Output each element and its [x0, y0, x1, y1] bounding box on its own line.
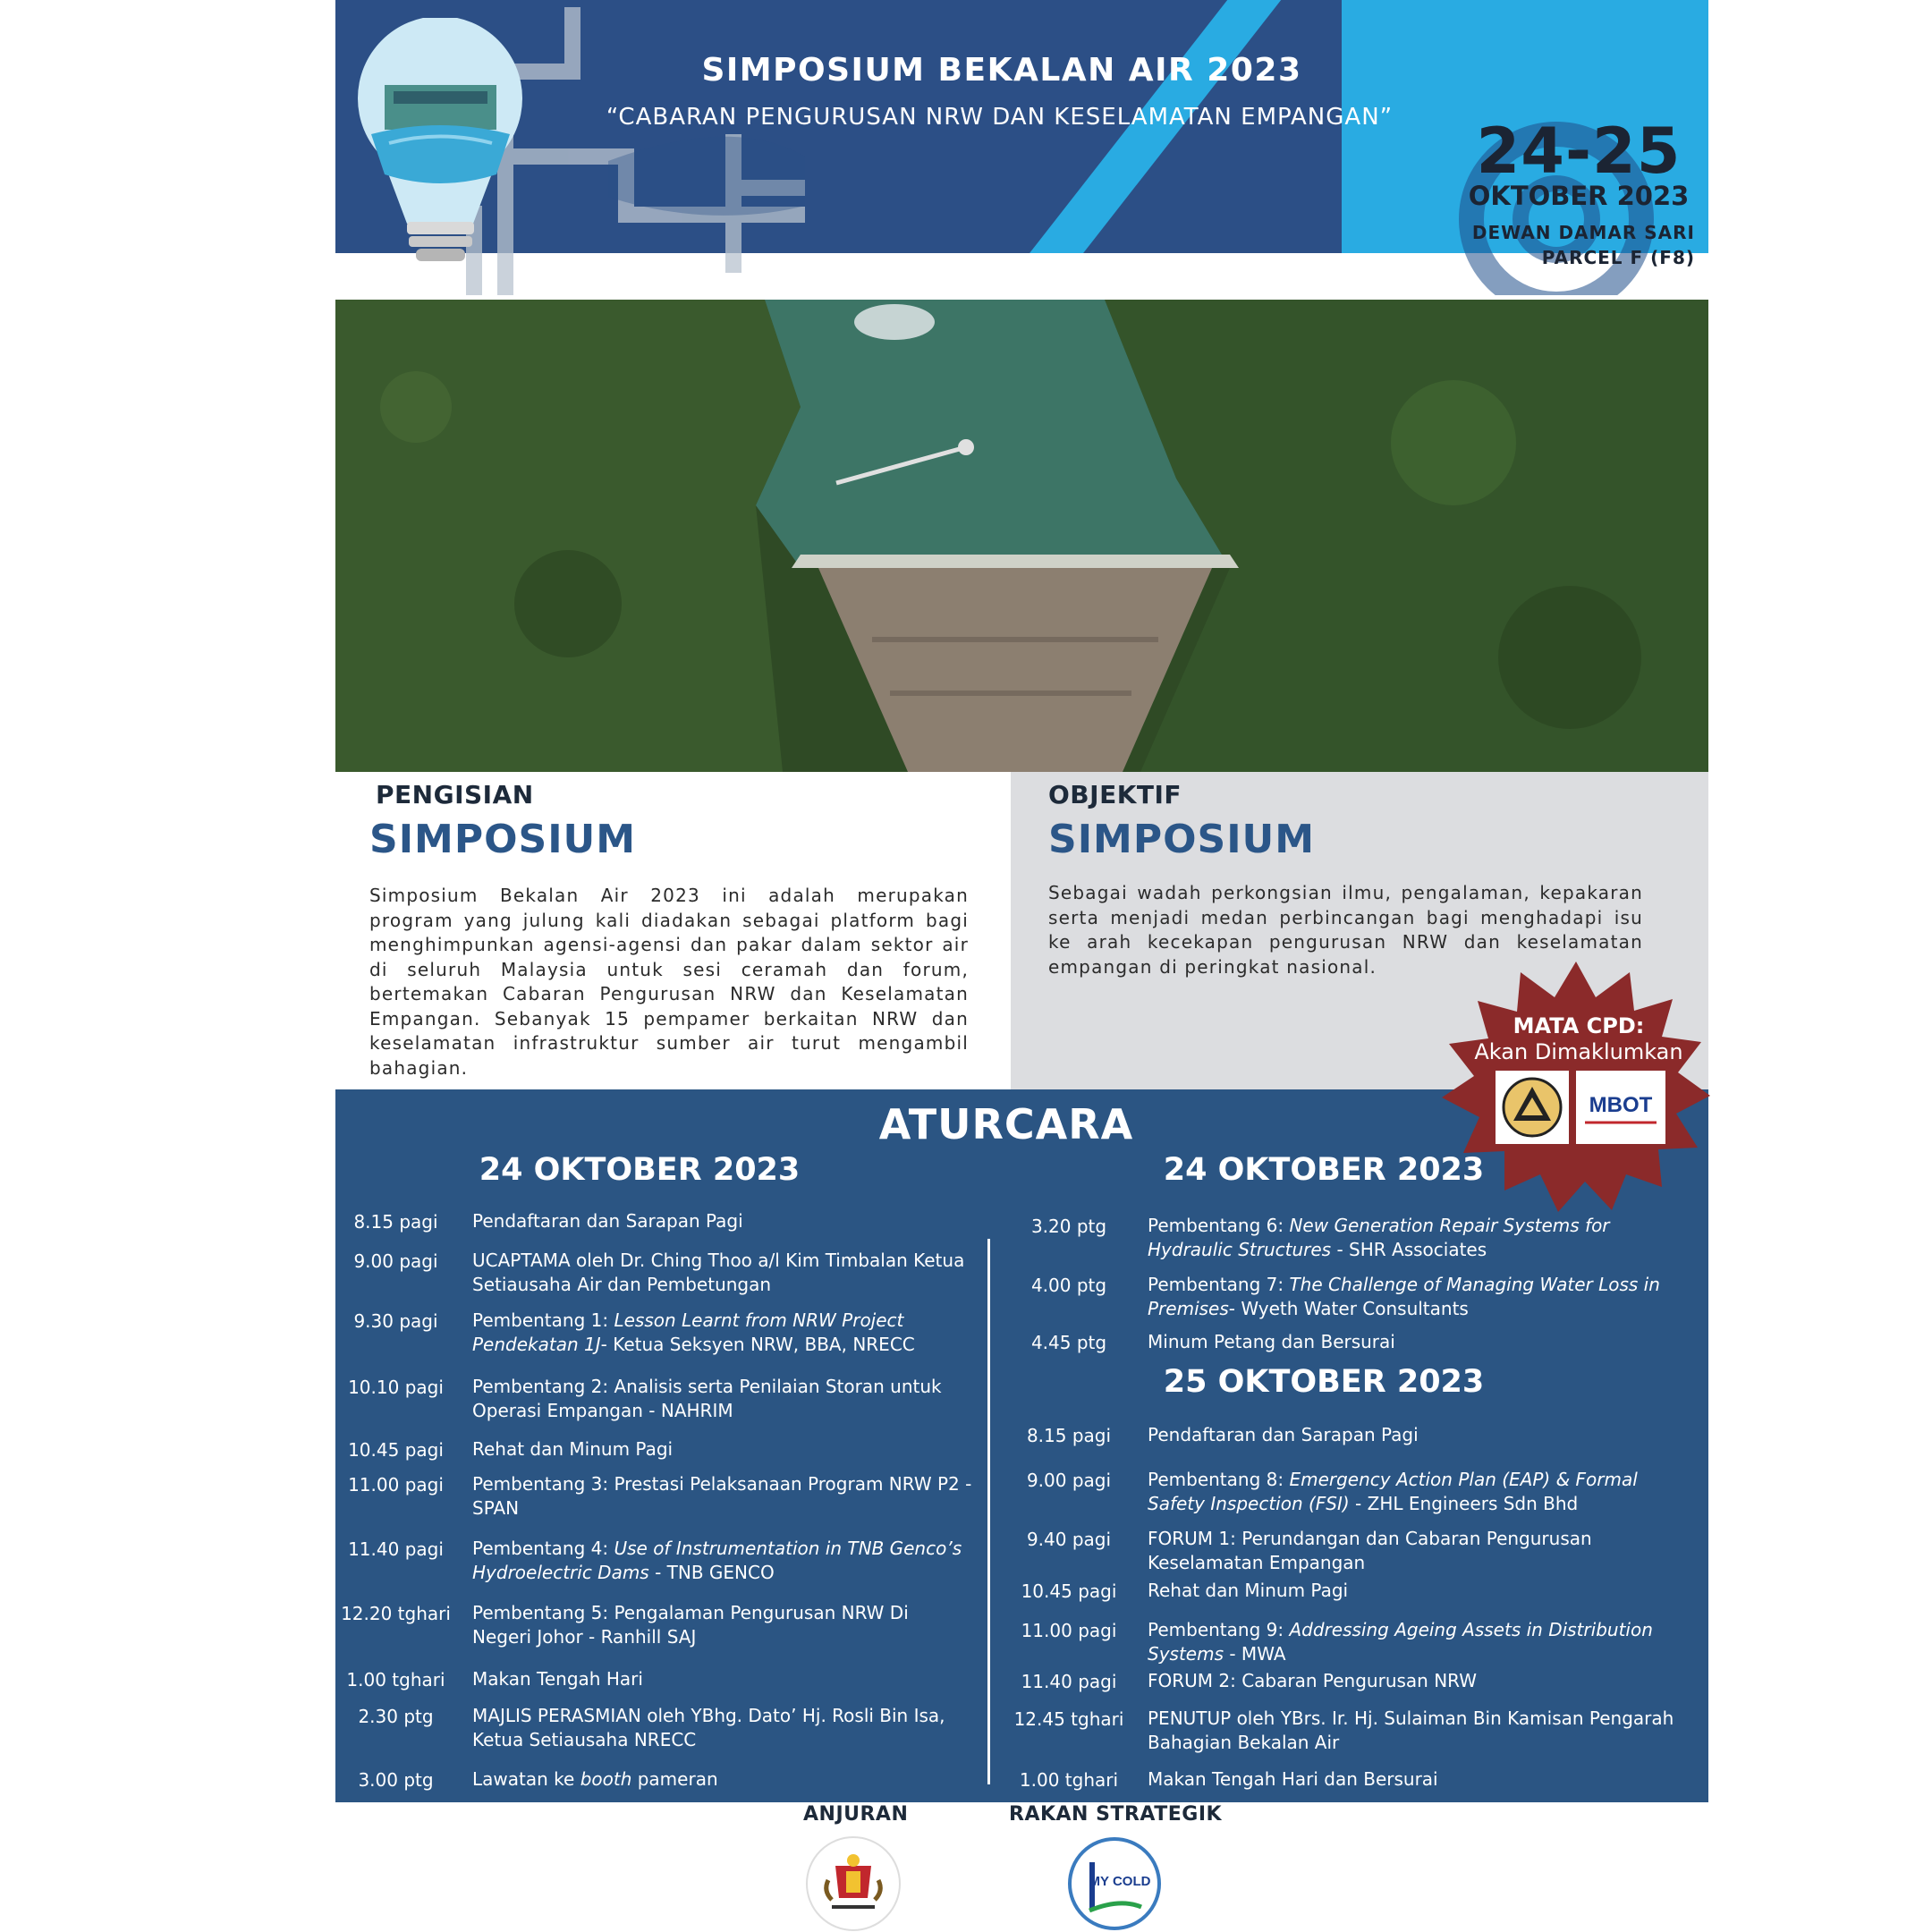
agenda-description	[472, 1472, 973, 1521]
agenda-time: 11.40 pagi	[348, 1538, 444, 1560]
agenda-text: PENUTUP oleh YBrs. Ir. Hj. Sulaiman Bin Kamisan Pengarah Bahagian Bekalan Air	[1148, 1707, 1674, 1753]
agenda-presenter: - Ketua Seksyen NRW, BBA, NRECC	[600, 1334, 915, 1355]
agenda-time: 8.15 pagi	[353, 1211, 438, 1233]
agenda-text: Pendaftaran dan Sarapan Pagi	[472, 1210, 743, 1232]
agenda-presenter: - SHR Associates	[1331, 1239, 1487, 1260]
agenda-text: Pembentang 6:	[1148, 1215, 1290, 1236]
agenda-text: Pembentang 7:	[1148, 1274, 1290, 1295]
agenda-text: Pembentang 2: Analisis serta Penilaian Storan untuk Operasi Empangan - NAHRIM	[472, 1376, 942, 1421]
agenda-presenter: - MWA	[1224, 1643, 1286, 1665]
agenda-description	[472, 1209, 973, 1233]
agenda-description	[472, 1767, 973, 1792]
date-month: OKTOBER 2023	[1468, 181, 1690, 211]
objektif-text: Sebagai wadah perkongsian ilmu, pengalaman, kepakaran serta menjadi medan perbincangan bagi menghadapi isu ke arah kecekapan pengurusan NRW dan keselamatan empangan di peringkat nasional.	[1048, 882, 1643, 978]
agenda-time: 9.00 pagi	[1026, 1470, 1112, 1491]
objektif-kicker: OBJEKTIF	[1048, 780, 1182, 809]
agenda-text: FORUM 2: Cabaran Pengurusan NRW	[1148, 1670, 1478, 1691]
pengisian-heading: SIMPOSIUM	[369, 817, 637, 862]
agenda-talk-title: New Generation Repair Systems for Hydraulic Structures	[1148, 1215, 1610, 1260]
agenda-text: Minum Petang dan Bersurai	[1148, 1331, 1395, 1352]
cpd-title: MATA CPD:	[1513, 1013, 1645, 1038]
agenda-time: 9.40 pagi	[1026, 1529, 1112, 1550]
mycold-logo-text: MY COLD	[1089, 1874, 1151, 1889]
agenda-talk-title: The Challenge of Managing Water Loss in Premises	[1148, 1274, 1660, 1319]
anjuran-label: ANJURAN	[803, 1803, 909, 1826]
agenda-description	[1148, 1423, 1693, 1447]
agenda-presenter: pameran	[631, 1768, 718, 1790]
agenda-text: UCAPTAMA oleh Dr. Ching Thoo a/l Kim Timbalan Ketua Setiausaha Air dan Pembetungan	[472, 1250, 965, 1295]
agenda-time: 9.00 pagi	[353, 1250, 438, 1272]
agenda-text: Makan Tengah Hari	[472, 1668, 643, 1690]
agenda-time: 10.45 pagi	[348, 1439, 444, 1461]
agenda-description	[472, 1249, 973, 1297]
agenda-text: Makan Tengah Hari dan Bersurai	[1148, 1768, 1438, 1790]
agenda-title: ATURCARA	[878, 1100, 1134, 1148]
agenda-text: Pembentang 4:	[472, 1538, 614, 1559]
agenda-time: 2.30 ptg	[358, 1706, 434, 1727]
kementerian-crest-icon	[805, 1835, 902, 1932]
agenda-time: 10.10 pagi	[348, 1377, 444, 1398]
agenda-description	[472, 1601, 973, 1649]
agenda-text: FORUM 1: Perundangan dan Cabaran Pengurusan Keselamatan Empangan	[1148, 1528, 1592, 1573]
agenda-description	[1148, 1527, 1693, 1575]
agenda-description	[472, 1437, 973, 1462]
agenda-presenter: - Wyeth Water Consultants	[1228, 1298, 1469, 1319]
event-subtitle: “CABARAN PENGURUSAN NRW DAN KESELAMATAN EMPANGAN”	[606, 104, 1394, 131]
cpd-subtitle: Akan Dimaklumkan	[1474, 1039, 1683, 1064]
agenda-description	[1148, 1669, 1693, 1693]
agenda-time: 11.00 pagi	[348, 1474, 444, 1496]
agenda-text: MAJLIS PERASMIAN oleh YBhg. Dato’ Hj. Rosli Bin Isa, Ketua Setiausaha NRECC	[472, 1705, 945, 1750]
agenda-text: Rehat dan Minum Pagi	[1148, 1580, 1349, 1601]
agenda-description	[1148, 1330, 1693, 1354]
agenda-talk-title: booth	[580, 1768, 632, 1790]
agenda-talk-title: Emergency Action Plan (EAP) & Formal Safety Inspection (FSI)	[1148, 1469, 1638, 1514]
dam-aerial-photo	[335, 300, 1708, 772]
agenda-text: Pembentang 5: Pengalaman Pengurusan NRW Di Negeri Johor - Ranhill SAJ	[472, 1602, 909, 1648]
right-day-heading-24: 24 OKTOBER 2023	[1163, 1152, 1485, 1188]
agenda-text: Pendaftaran dan Sarapan Pagi	[1148, 1424, 1419, 1445]
agenda-time: 8.15 pagi	[1026, 1425, 1112, 1446]
mbot-logo-icon	[1576, 1071, 1665, 1144]
agenda-description	[472, 1704, 973, 1752]
venue-name: DEWAN DAMAR SARI	[1471, 222, 1695, 243]
agenda-description	[1148, 1468, 1693, 1516]
agenda-description	[1148, 1579, 1693, 1603]
bem-logo-icon	[1496, 1071, 1569, 1144]
agenda-description	[472, 1667, 973, 1691]
agenda-time: 3.00 ptg	[358, 1769, 434, 1791]
agenda-text: Pembentang 9:	[1148, 1619, 1290, 1640]
agenda-description	[1148, 1767, 1693, 1792]
agenda-text: Lawatan ke	[472, 1768, 580, 1790]
agenda-description	[472, 1537, 973, 1585]
agenda-time: 12.45 tghari	[1013, 1708, 1124, 1730]
agenda-divider	[987, 1239, 990, 1784]
agenda-text: Rehat dan Minum Pagi	[472, 1438, 674, 1460]
agenda-time: 4.45 ptg	[1030, 1332, 1107, 1353]
right-day-heading-25: 25 OKTOBER 2023	[1163, 1364, 1485, 1400]
agenda-description	[1148, 1707, 1693, 1755]
agenda-description	[1148, 1214, 1693, 1262]
agenda-time: 4.00 ptg	[1030, 1275, 1107, 1296]
rakan-strategik-label: RAKAN STRATEGIK	[1009, 1803, 1223, 1826]
agenda-talk-title: Addressing Ageing Assets in Distribution Systems	[1148, 1619, 1653, 1665]
venue-parcel: PARCEL F (F8)	[1541, 247, 1695, 268]
agenda-presenter: - ZHL Engineers Sdn Bhd	[1349, 1493, 1579, 1514]
mbot-logo-text: MBOT	[1589, 1093, 1653, 1117]
lightbulb-icon	[353, 18, 528, 264]
agenda-text: Pembentang 3: Prestasi Pelaksanaan Program NRW P2 - SPAN	[472, 1473, 972, 1519]
objektif-heading: SIMPOSIUM	[1048, 817, 1316, 862]
pengisian-text: Simposium Bekalan Air 2023 ini adalah merupakan program yang julung kali diadakan sebagai platform bagi menghimpunkan agensi-agensi dan pakar dalam sektor air di seluruh Malaysia untuk sesi ceramah dan forum, bertemakan Cabaran Pengurusan NRW dan Keselamatan Empangan. Sebanyak 15 pempamer berkaitan NRW dan keselamatan infrastruktur sumber air turut mengambil bahagian.	[369, 885, 969, 1079]
agenda-text: Pembentang 1:	[472, 1309, 614, 1331]
left-day-heading: 24 OKTOBER 2023	[479, 1152, 801, 1188]
pengisian-kicker: PENGISIAN	[376, 780, 534, 809]
event-title: SIMPOSIUM BEKALAN AIR 2023	[701, 52, 1302, 89]
agenda-time: 10.45 pagi	[1021, 1580, 1117, 1602]
agenda-time: 11.40 pagi	[1021, 1671, 1117, 1692]
date-range: 24-25	[1476, 114, 1682, 188]
agenda-time: 11.00 pagi	[1021, 1620, 1117, 1641]
agenda-time: 12.20 tghari	[341, 1603, 451, 1624]
agenda-description	[472, 1309, 973, 1357]
agenda-time: 1.00 tghari	[1019, 1769, 1119, 1791]
agenda-talk-title: Use of Instrumentation in TNB Genco’s Hydroelectric Dams	[472, 1538, 962, 1583]
agenda-time: 1.00 tghari	[346, 1669, 445, 1690]
agenda-presenter: - TNB GENCO	[648, 1562, 775, 1583]
agenda-text: Pembentang 8:	[1148, 1469, 1290, 1490]
agenda-description	[1148, 1273, 1693, 1321]
agenda-talk-title: Lesson Learnt from NRW Project Pendekatan 1J	[472, 1309, 904, 1355]
agenda-time: 9.30 pagi	[353, 1310, 438, 1332]
agenda-description	[472, 1375, 973, 1423]
mycold-logo-icon	[1066, 1835, 1163, 1932]
agenda-description	[1148, 1618, 1693, 1666]
agenda-time: 3.20 ptg	[1030, 1216, 1107, 1237]
